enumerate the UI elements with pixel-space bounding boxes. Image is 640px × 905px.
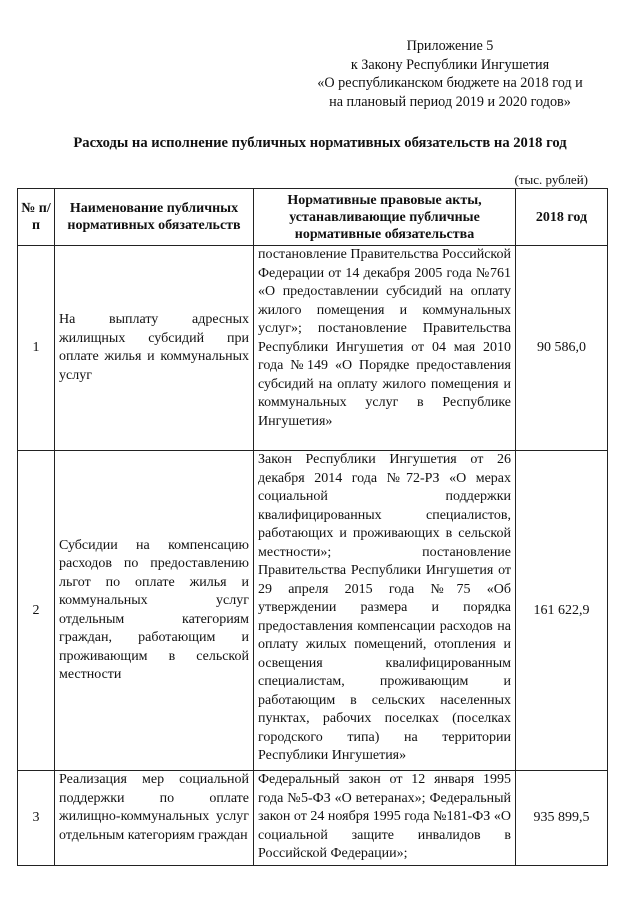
appendix-line: «О республиканском бюджете на 2018 год и (317, 75, 583, 91)
table-row (18, 771, 608, 866)
row-name: На выплату адресных жилищных субсидий при оплате жилья и коммунальных услуг (55, 246, 254, 451)
row-amount: 90 586,0 (516, 246, 608, 451)
obligations-table (17, 188, 608, 866)
appendix-line: к Закону Республики Ингушетия (350, 56, 550, 73)
row-acts: постановление Правительства Российской Федерации от 14 декабря 2005 года №761 «О предоставлении субсидий на оплату жилого помещения и коммунальных услуг»; постановление Правительства Республики Ингушетия от 04 мая 2010 года №149 «О Порядке предоставления субсидий на оплату жилого помещения и коммунальных услуг в Республике Ингушетия» (254, 246, 516, 451)
row-num: 3 (18, 771, 55, 866)
row-amount: 935 899,5 (516, 771, 608, 866)
units-note: (тыс. рублей) (514, 172, 588, 187)
row-acts: Федеральный закон от 12 января 1995 года №5-ФЗ «О ветеранах»; Федеральный закон от 24 ноября 1995 года №181-ФЗ «О социальной защите инвалидов в Российской Федерации»; (254, 771, 516, 866)
document-title: Расходы на исполнение публичных нормативных обязательств на 2018 год (73, 135, 567, 151)
header-name: Наименование публичных нормативных обязательств (55, 189, 254, 246)
header-num: № п/п (18, 189, 55, 246)
appendix-line: на плановый период 2019 и 2020 годов» (329, 93, 571, 110)
row-acts: Закон Республики Ингушетия от 26 декабря 2014 года №72-РЗ «О мерах социальной поддержки квалифицированных специалистов, работающих и проживающих в сельской местности»; постановление Правительства Республики Ингушетия от 29 апреля 2015 года №75 «Об утверждении размера и порядка предоставления компенсации расходов на оплату жилых помещений, отопления и освещения квалифицированным специалистам, проживающим и работающим в сельских населенных пунктах, рабочих поселках (поселках городского типа) на территории Республики Ингушетия» (254, 451, 516, 771)
header-amount: 2018 год (516, 189, 608, 246)
row-name: Реализация мер социальной поддержки по оплате жилищно-коммунальных услуг отдельным категориям граждан (55, 771, 254, 866)
header-acts: Нормативные правовые акты, устанавливающие публичные нормативные обязательства (254, 189, 516, 246)
row-num: 2 (18, 451, 55, 771)
row-name: Субсидии на компенсацию расходов по предоставлению льгот по оплате жилья и коммунальных услуг отдельным категориям граждан, работающим и проживающим в сельской местности (55, 451, 254, 771)
row-num: 1 (18, 246, 55, 451)
table-row (18, 451, 608, 771)
row-amount: 161 622,9 (516, 451, 608, 771)
table-header-row (18, 189, 608, 246)
appendix-header (300, 37, 600, 111)
table-row (18, 246, 608, 451)
appendix-line: Приложение 5 (406, 38, 494, 54)
